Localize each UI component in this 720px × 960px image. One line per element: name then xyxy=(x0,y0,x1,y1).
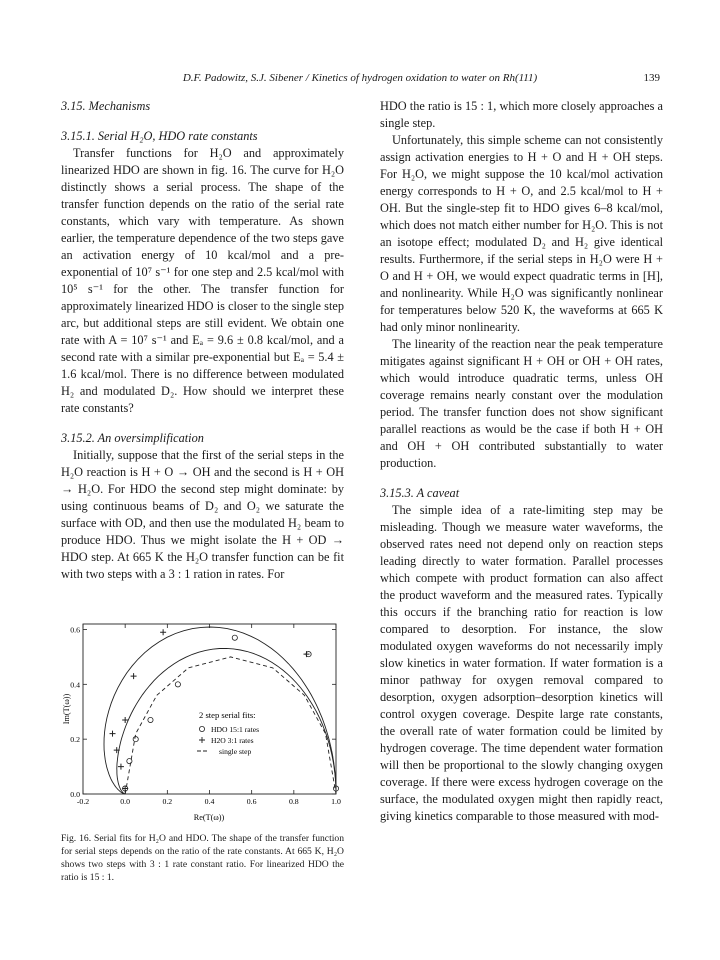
x-tick-label: 1.0 xyxy=(331,797,341,806)
running-title: D.F. Padowitz, S.J. Sibener / Kinetics of hydrogen oxidation to water on Rh(111) xyxy=(182,72,538,84)
y-tick-label: 0.2 xyxy=(70,735,80,745)
hdo-fit-curve xyxy=(117,648,336,794)
legend-hdo-label: HDO 15:1 rates xyxy=(211,725,260,734)
paragraph: The simple idea of a rate-limiting step may be misleading. Though we measure water waveforms, the observed rates need not depend only on reaction steps leading directly to water formation. Parallel processes which compete with product formation can also affect the product waveform and the measured rates. Typically this occurs if the branching ratio for reaction is low compared to desorption. For instance, the slow modulated oxygen waveforms do not necessarily imply slow kinetics in water formation. If water formation is a minor pathway for oxygen removal compared to desorption, oxygen adsorption–desorption kinetics will control oxygen coverage. Despite large rate constants, the overall rate of water formation could be limited by hydrogen coverage. The time dependent water formation will then be proportional to the slowly changing oxygen coverage. If there were excess hydrogen coverage on the surface, the modulated oxygen might then rapidly react, giving kinetics comparable to those measured with mod- xyxy=(380,503,663,823)
legend-plus-marker xyxy=(199,737,205,743)
legend-circle-marker xyxy=(199,726,204,731)
hdo-point xyxy=(148,717,153,722)
hdo-point xyxy=(127,758,132,763)
x-tick-label: 0.2 xyxy=(162,797,173,806)
hdo-point xyxy=(232,635,237,640)
h2o-point xyxy=(110,731,116,737)
y-axis-label: Im(T(ω)) xyxy=(62,693,71,725)
x-tick-label: 0.0 xyxy=(120,797,131,806)
right-column xyxy=(380,98,663,825)
paragraph: HDO the ratio is 15 : 1, which more closely approaches a single step. xyxy=(380,99,663,130)
legend-single-label: single step xyxy=(219,747,252,756)
transfer-function-plot xyxy=(61,620,344,826)
subsection-heading-caveat: 3.15.3. A caveat xyxy=(380,486,460,500)
figure-caption: Fig. 16. Serial fits for H₂O and HDO. The shape of the transfer function for serial steps depends on the ratio of the rate constants. At 665 K, H₂O shows two steps with 3 : 1 rate constant ratio. For linearized HDO the ratio is 15 : 1. xyxy=(61,833,344,883)
paragraph: Transfer functions for H₂O and approximately linearized HDO are shown in fig. 16. The curve for H₂O distinctly shows a serial process. The shape of the transfer function depends on the ratio of the serial rate constants, which vary with temperature. As shown earlier, the temperature dependence of the two steps gave an activation energy of 10 kcal/mol and a pre-exponential of 10⁷ s⁻¹ for one step and 2.5 kcal/mol with 10⁵ s⁻¹ for the other. The transfer function for approximately linearized HDO is closer to the single step arc, but additional steps are still evident. We obtain one rate with A = 10⁷ s⁻¹ and Eₐ = 9.6 ± 0.8 kcal/mol, and a second rate with a similar pre-exponential but Eₐ = 5.4 ± 1.6 kcal/mol. There is no difference between modulated H₂ and modulated D₂. How should we interpret these rate constants? xyxy=(61,146,344,415)
hdo-point xyxy=(175,682,180,687)
h2o-point xyxy=(160,629,166,635)
y-tick-label: 0.6 xyxy=(70,625,80,635)
x-tick-label: -0.2 xyxy=(76,797,90,806)
y-tick-label: 0.4 xyxy=(70,680,80,690)
h2o-point xyxy=(118,764,124,770)
section-heading-mechanisms: 3.15. Mechanisms xyxy=(61,99,151,113)
left-column xyxy=(61,98,344,583)
y-tick-label: 0.0 xyxy=(70,790,80,799)
figure-16 xyxy=(61,620,344,831)
paragraph: Unfortunately, this simple scheme can not consistently assign activation energies to H + O and H + OH steps. For H₂O, we might suppose the 10 kcal/mol activation energy corresponds to H + O, and 2.5 kcal/mol to H + OH. But the single-step fit to HDO gives 6–8 kcal/mol, which does not match either number for H₂O. This is not an isotope effect; modulated D₂ and H₂ give identical results. Furthermore, if the serial steps in H₂O were H + O and H + OH, we would expect quadratic terms in [H], and nonlinearity. While H₂O was significantly nonlinear for temperatures below 520 K, the waveforms at 665 K had only minor nonlinearity. xyxy=(380,133,663,334)
subsection-heading-serial: 3.15.1. Serial H₂O, HDO rate constants xyxy=(61,129,258,143)
running-header xyxy=(60,72,660,90)
legend-title: 2 step serial fits: xyxy=(199,710,256,720)
paragraph: Initially, suppose that the first of the serial steps in the H₂O reaction is H + O → OH and the second is H + OH → H₂O. For HDO the second step might dominate: by using continuous beams of D₂ and O₂ we saturate the surface with OD, and then use the modulated H₂ beam to produce HDO. Thus we might isolate the H + OD → HDO step. At 665 K the H₂O transfer function can be fit with two steps with a 3 : 1 ration in rates. For xyxy=(61,448,344,581)
page-number: 139 xyxy=(643,72,660,84)
x-tick-label: 0.8 xyxy=(288,797,299,806)
hdo-point xyxy=(133,737,138,742)
legend-h2o-label: H2O 3:1 rates xyxy=(211,736,254,745)
paragraph: The linearity of the reaction near the peak temperature mitigates against significant H + OH or OH + OH rates, which would introduce quadratic terms, unless OH coverage remains nearly constant over the modulation period. The transfer function does not show significant parallel reactions as would be the case if both H + OH and OH + OH contributed substantially to water production. xyxy=(380,337,663,470)
h2o-point xyxy=(131,673,137,679)
x-tick-label: 0.6 xyxy=(246,797,257,806)
subsection-heading-oversimplification: 3.15.2. An oversimplification xyxy=(61,431,204,445)
h2o-point xyxy=(303,651,309,657)
x-axis-label: Re(T(ω)) xyxy=(193,813,225,822)
x-tick-label: 0.4 xyxy=(204,797,215,806)
